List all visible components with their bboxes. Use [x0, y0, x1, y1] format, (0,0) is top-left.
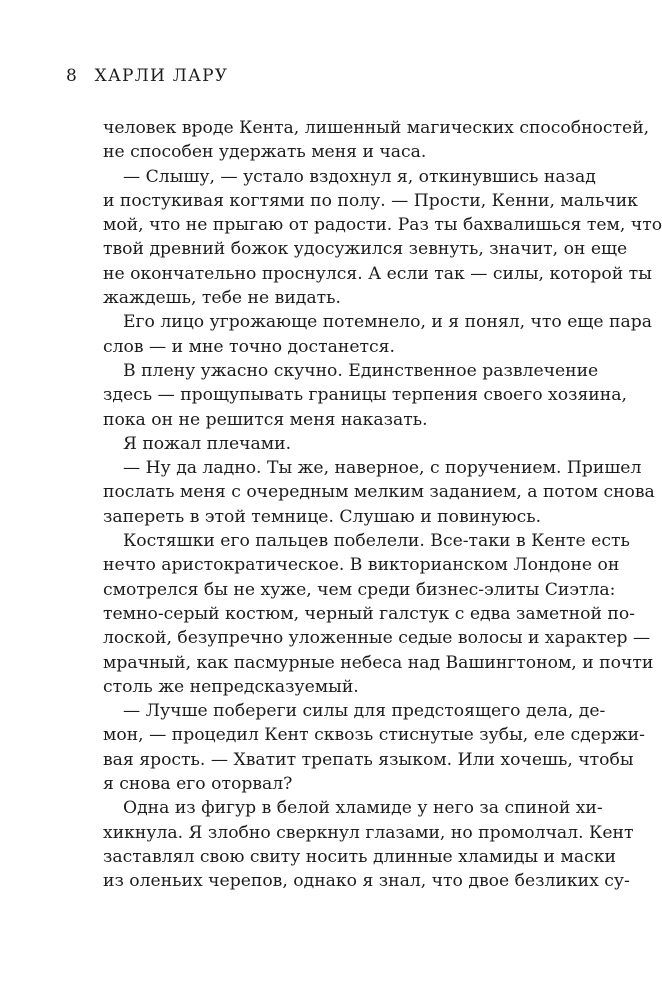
- text-line: из оленьих черепов, однако я знал, что двое безликих су-: [103, 871, 630, 892]
- text-line: Я пожал плечами.: [123, 433, 292, 454]
- text-line: мой, что не прыгаю от радости. Раз ты бахвалишься тем, что: [103, 215, 662, 236]
- text-line: Одна из фигур в белой хламиде у него за спиной хи-: [123, 798, 603, 819]
- text-line: темно-серый костюм, черный галстук с едва заметной по-: [103, 603, 635, 624]
- text-line: нечто аристократическое. В викторианском Лондоне он: [103, 555, 620, 576]
- text-line: Костяшки его пальцев побелели. Все-таки в Кенте есть: [123, 531, 630, 552]
- text-line: я снова его оторвал?: [103, 774, 293, 795]
- text-line: лоской, безупречно уложенные седые волосы и характер —: [103, 628, 651, 649]
- text-line: заставлял свою свиту носить длинные хламиды и маски: [103, 846, 616, 867]
- page-number: 8: [66, 66, 79, 86]
- text-line: послать меня с очередным мелким заданием, а потом снова: [103, 482, 655, 503]
- text-line: человек вроде Кента, лишенный магических способностей,: [103, 118, 650, 138]
- author-name: ХАРЛИ ЛАРУ: [94, 66, 229, 86]
- text-line: не окончательно проснулся. А если так — силы, которой ты: [103, 263, 652, 284]
- text-line: — Ну да ладно. Ты же, наверное, с поручением. Пришел: [123, 458, 642, 479]
- running-head: [66, 66, 228, 86]
- text-line: — Слышу, — устало вздохнул я, откинувшись назад: [123, 166, 596, 187]
- text-line: Его лицо угрожающе потемнело, и я понял, что еще пара: [123, 312, 652, 333]
- text-line: хикнула. Я злобно сверкнул глазами, но промолчал. Кент: [103, 822, 634, 843]
- text-line: столь же непредсказуемый.: [103, 676, 359, 697]
- text-line: В плену ужасно скучно. Единственное развлечение: [123, 360, 599, 381]
- text-line: смотрелся бы не хуже, чем среди бизнес-элиты Сиэтла:: [103, 579, 616, 600]
- text-line: жаждешь, тебе не видать.: [103, 288, 341, 309]
- text-line: пока он не решится меня наказать.: [103, 409, 428, 430]
- text-line: здесь — прощупывать границы терпения своего хозяина,: [103, 385, 627, 406]
- text-line: твой древний божок удосужился зевнуть, значит, он еще: [103, 239, 628, 260]
- text-line: мрачный, как пасмурные небеса над Вашингтоном, и почти: [103, 652, 654, 673]
- text-line: запереть в этой темнице. Слушаю и повинуюсь.: [103, 506, 542, 527]
- text-line: слов — и мне точно достанется.: [103, 336, 395, 357]
- body-text: [103, 116, 662, 894]
- text-line: — Лучше побереги силы для предстоящего дела, де-: [123, 701, 606, 722]
- text-line: и постукивая когтями по полу. — Прости, Кенни, мальчик: [103, 190, 638, 211]
- text-line: вая ярость. — Хватит трепать языком. Или хочешь, чтобы: [103, 749, 634, 770]
- text-line: мон, — процедил Кент сквозь стиснутые зубы, еле сдержи-: [103, 725, 645, 746]
- text-line: не способен удержать меня и часа.: [103, 142, 427, 163]
